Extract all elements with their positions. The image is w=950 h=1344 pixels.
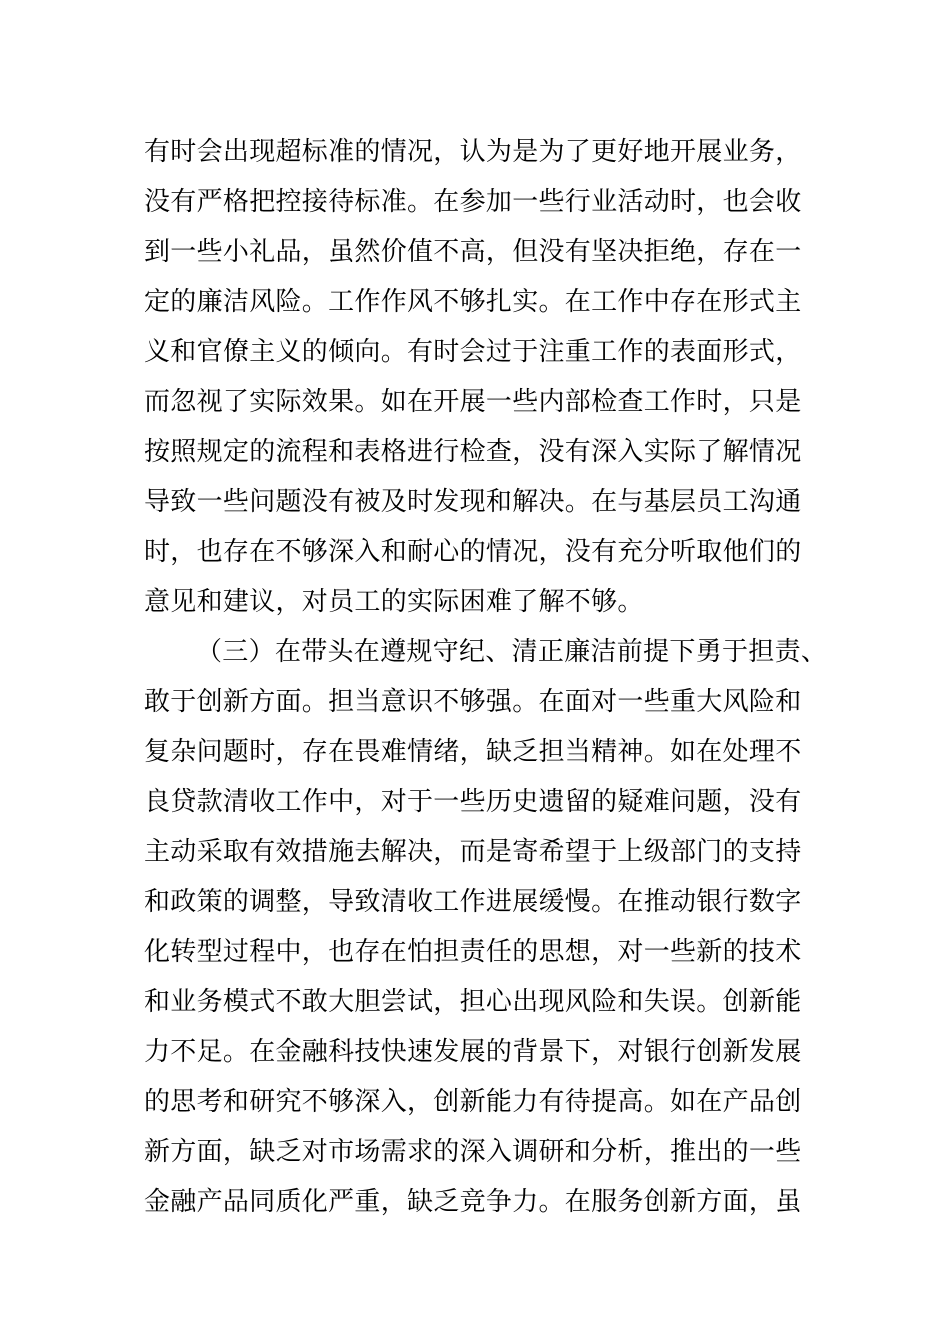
text-line: 义和官僚主义的倾向。有时会过于注重工作的表面形式， [144, 337, 802, 367]
text-line: 金融产品同质化严重，缺乏竞争力。在服务创新方面，虽 [144, 1187, 802, 1217]
text-line: 主动采取有效措施去解决，而是寄希望于上级部门的支持 [144, 837, 802, 867]
text-line: 意见和建议，对员工的实际困难了解不够。 [144, 587, 644, 617]
text-line: 和业务模式不敢大胆尝试，担心出现风险和失误。创新能 [144, 987, 802, 1017]
text-line: 导致一些问题没有被及时发现和解决。在与基层员工沟通 [144, 487, 802, 517]
section-heading-line: （三）在带头在遵规守纪、清正廉洁前提下勇于担责、 [196, 637, 828, 667]
text-line: 有时会出现超标准的情况，认为是为了更好地开展业务， [144, 137, 802, 167]
text-line: 到一些小礼品，虽然价值不高，但没有坚决拒绝，存在一 [144, 237, 802, 267]
text-line: 时，也存在不够深入和耐心的情况，没有充分听取他们的 [144, 537, 802, 567]
text-line: 复杂问题时，存在畏难情绪，缺乏担当精神。如在处理不 [144, 737, 802, 767]
text-line: 而忽视了实际效果。如在开展一些内部检查工作时，只是 [144, 387, 802, 417]
text-line: 良贷款清收工作中，对于一些历史遗留的疑难问题，没有 [144, 787, 802, 817]
text-line: 敢于创新方面。担当意识不够强。在面对一些重大风险和 [144, 687, 802, 717]
text-line: 按照规定的流程和表格进行检查，没有深入实际了解情况 [144, 437, 802, 467]
text-line: 和政策的调整，导致清收工作进展缓慢。在推动银行数字 [144, 887, 802, 917]
text-line: 定的廉洁风险。工作作风不够扎实。在工作中存在形式主 [144, 287, 802, 317]
body-text [144, 127, 828, 1227]
text-line: 没有严格把控接待标准。在参加一些行业活动时，也会收 [144, 187, 802, 217]
text-line: 力不足。在金融科技快速发展的背景下，对银行创新发展 [144, 1037, 802, 1067]
text-line: 的思考和研究不够深入，创新能力有待提高。如在产品创 [144, 1087, 802, 1117]
text-line: 新方面，缺乏对市场需求的深入调研和分析，推出的一些 [144, 1137, 802, 1167]
text-line: 化转型过程中，也存在怕担责任的思想，对一些新的技术 [144, 937, 802, 967]
